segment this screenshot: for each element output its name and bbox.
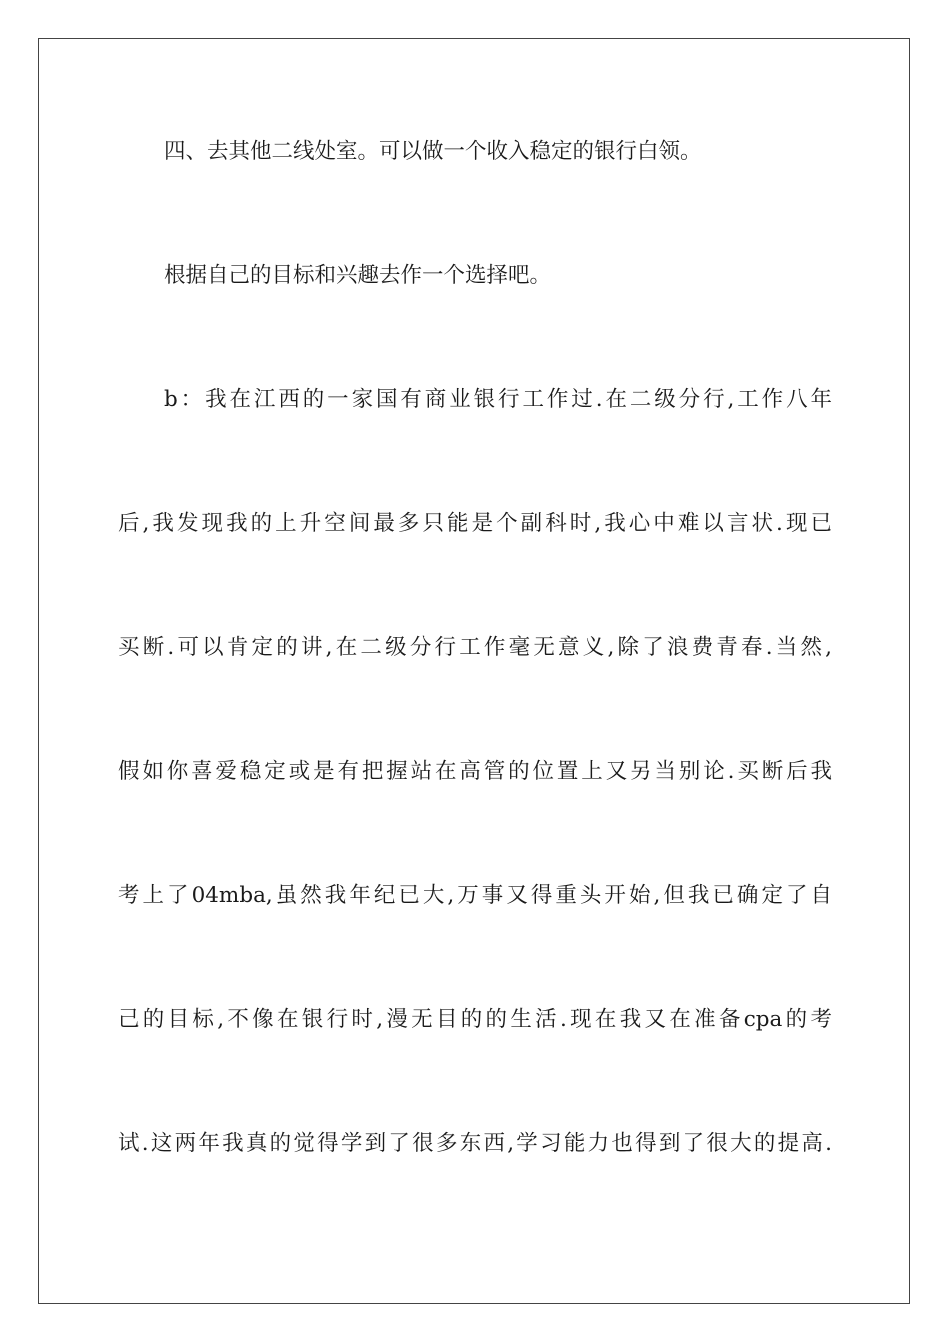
paragraph-line-b-2: 后,我发现我的上升空间最多只能是个副科时,我心中难以言状.现已 [118,511,832,536]
paragraph-line-b-1: b：我在江西的一家国有商业银行工作过.在二级分行,工作八年 [164,387,832,412]
paragraph-line-b-6: 己的目标,不像在银行时,漫无目的的生活.现在我又在准备cpa的考 [118,1007,832,1032]
paragraph-line-b-4: 假如你喜爱稳定或是有把握站在高管的位置上又另当别论.买断后我 [118,759,832,784]
paragraph-line-conclusion: 根据自己的目标和兴趣去作一个选择吧。 [164,263,552,288]
paragraph-line-b-5: 考上了04mba,虽然我年纪已大,万事又得重头开始,但我已确定了自 [118,883,832,908]
paragraph-line-b-7: 试.这两年我真的觉得学到了很多东西,学习能力也得到了很大的提高. [118,1131,832,1156]
paragraph-line-option-four: 四、去其他二线处室。可以做一个收入稳定的银行白领。 [164,139,702,164]
paragraph-line-b-3: 买断.可以肯定的讲,在二级分行工作毫无意义,除了浪费青春.当然, [118,635,832,660]
page-border [38,38,910,1304]
